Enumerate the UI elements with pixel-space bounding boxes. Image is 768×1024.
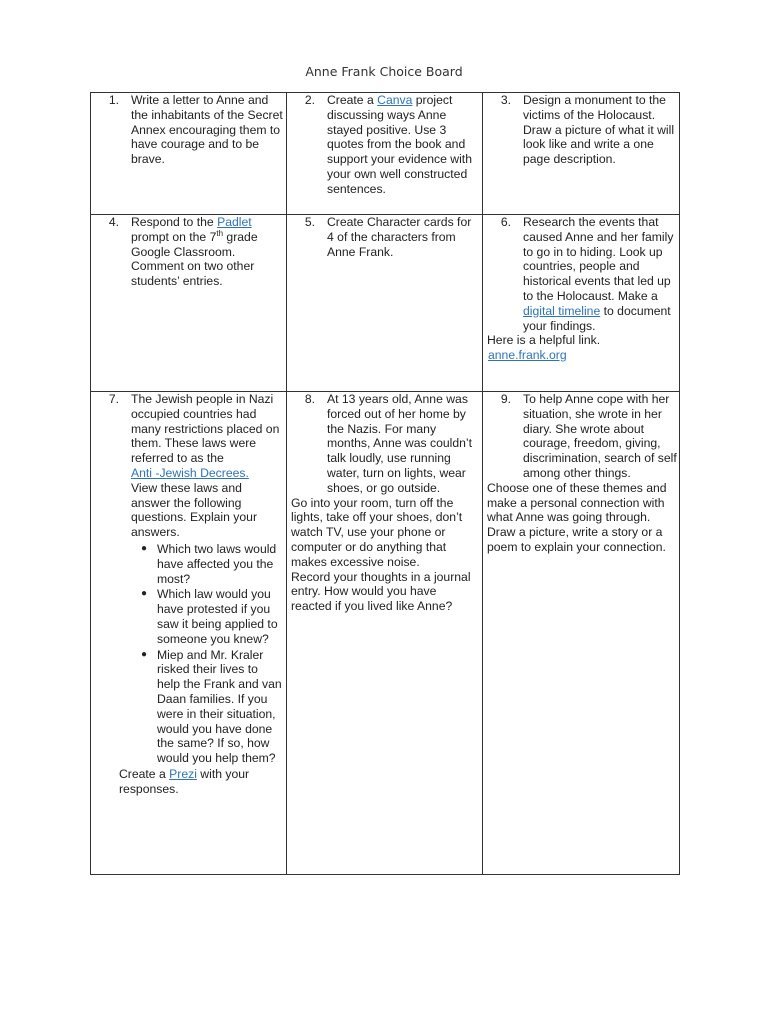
table-row (91, 215, 680, 392)
item-text (327, 93, 480, 197)
text-fragment: View these laws and answer the following questions. Explain your answers. (131, 480, 258, 540)
choice-cell-6 (483, 215, 680, 392)
item-text: To help Anne cope with her situation, she wrote in her diary. She wrote about courage, freedom, giving, discrimination, search of self among other things. (523, 392, 677, 480)
choice-cell-1 (91, 93, 287, 215)
superscript: th (216, 228, 224, 238)
item-number: 6. (500, 215, 511, 229)
item-text (131, 392, 284, 540)
text-fragment: The Jewish people in Nazi occupied countries had many restrictions placed on them. These laws were referred to as the (131, 392, 280, 466)
text-fragment: project discussing ways Anne stayed positive. Use 3 quotes from the book and support your evidence with your own well constructed sentences. (327, 93, 472, 196)
question-list (91, 542, 284, 766)
choice-cell-2 (287, 93, 483, 215)
question-text: Which two laws would have affected you the most? (157, 541, 277, 586)
text-fragment: Create a (119, 766, 170, 781)
item-text (131, 215, 284, 289)
bullet-icon: ● (140, 648, 148, 660)
text-fragment: Create a (327, 93, 378, 107)
text-fragment: to document your findings. (523, 303, 671, 333)
choice-cell-4 (91, 215, 287, 392)
padlet-link[interactable]: Padlet (217, 215, 252, 229)
paragraph: Record your thoughts in a journal entry. How would you have reacted if you lived like Anne? (291, 569, 471, 614)
choice-cell-7 (91, 392, 287, 875)
list-item (131, 587, 284, 646)
text-fragment: prompt on the 7 (131, 229, 217, 244)
item-text (523, 215, 677, 333)
anne-frank-org-link[interactable]: anne.frank.org (488, 348, 567, 363)
text-fragment: Respond to the (131, 215, 218, 229)
item-text: At 13 years old, Anne was forced out of her home by the Nazis. For many months, Anne was couldn’t talk loudly, use running water, turn on lights, wear shoes, or go outside. (327, 392, 472, 495)
item-number: 5. (304, 215, 315, 229)
paragraph: Choose one of these themes and make a personal connection with what Anne was going through. Draw a picture, write a story or a poem to explain your connection. (487, 480, 667, 554)
digital-timeline-link[interactable]: digital timeline (523, 303, 601, 318)
helper-text: Here is a helpful link. (487, 333, 601, 348)
final-instruction (91, 767, 284, 797)
table-row (91, 392, 680, 875)
question-text: Which law would you have protested if you saw it being applied to someone you knew? (157, 587, 278, 646)
item-number: 7. (108, 392, 119, 406)
text-fragment: with your responses. (119, 766, 250, 796)
list-item (131, 542, 284, 586)
prezi-link[interactable]: Prezi (169, 766, 197, 781)
table-row (91, 93, 680, 215)
anti-jewish-decrees-link[interactable]: Anti -Jewish Decrees. (131, 465, 249, 480)
choice-cell-3 (483, 93, 680, 215)
question-text: Miep and Mr. Kraler risked their lives to help the Frank and van Daan families. If you were in their situation, would you have done the same? If so, how would you help them? (157, 647, 282, 766)
paragraph: Go into your room, turn off the lights, take off your shoes, don’t watch TV, use your phone or computer or do anything that makes excessive noise. (291, 495, 463, 569)
bullet-icon: ● (140, 542, 148, 554)
item-text: Write a letter to Anne and the inhabitants of the Secret Annex encouraging them to have courage and to be brave. (131, 93, 283, 167)
canva-link[interactable]: Canva (377, 93, 413, 107)
item-text: Design a monument to the victims of the Holocaust. Draw a picture of what it will look like and write a one page description. (523, 93, 675, 167)
item-number: 8. (304, 392, 315, 406)
text-fragment: Research the events that caused Anne and her family to go in to hiding. Look up countries, people and historical events that led up to the Holocaust. Make a (523, 215, 674, 303)
bullet-icon: ● (140, 588, 148, 600)
item-number: 2. (304, 93, 315, 107)
item-number: 1. (108, 93, 119, 107)
choice-cell-8 (287, 392, 483, 875)
choice-cell-5 (287, 215, 483, 392)
item-number: 3. (500, 93, 511, 107)
item-number: 4. (108, 215, 119, 229)
item-text: Create Character cards for 4 of the characters from Anne Frank. (327, 215, 472, 259)
choice-cell-9 (483, 392, 680, 875)
item-number: 9. (500, 392, 511, 406)
list-item (131, 648, 284, 766)
text-fragment: grade Google Classroom. Comment on two other students’ entries. (131, 229, 258, 289)
page-title: Anne Frank Choice Board (305, 64, 463, 79)
choice-board-table (90, 92, 680, 875)
